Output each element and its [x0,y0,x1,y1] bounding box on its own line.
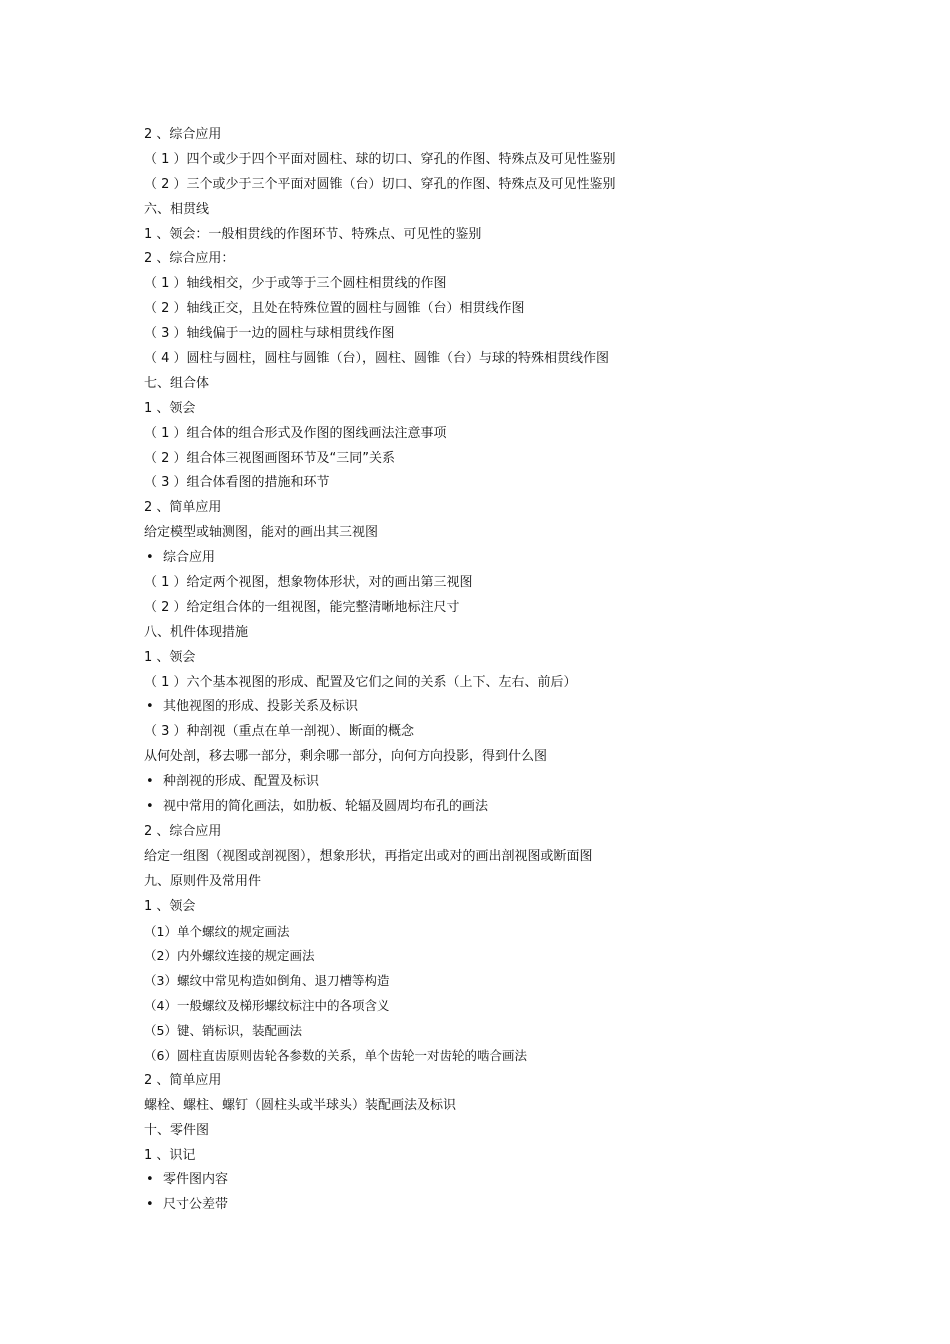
text-line: （ 1 ）六个基本视图的形成、配置及它们之间的关系（上下、左右、前后） [144,674,577,690]
text-line: （ 1 ）组合体的组合形式及作图的图线画法注意事项 [144,425,447,441]
text-line: （ 2 ）轴线正交，且处在特殊位置的圆柱与圆锥（台）相贯线作图 [144,301,525,317]
bullet-item: • 零件图内容 [144,1168,844,1193]
text-line: 给定模型或轴测图，能对的画出其三视图 [144,525,379,541]
bullet-item: • 其他视图的形成、投影关系及标识 [144,695,844,720]
text-line: 七、组合体 [144,375,210,391]
bullet-item: • 视中常用的简化画法，如肋板、轮辐及圆周均布孔的画法 [144,795,844,820]
text-line: 1 、识记 [144,1147,196,1163]
text-line: 十、零件图 [144,1122,210,1138]
text-line: （4）一般螺纹及梯形螺纹标注中的各项含义 [144,998,390,1014]
bullet-item: • 综合应用 [144,546,844,571]
text-line: 2 、简单应用 [144,500,222,516]
text-line: （6）圆柱直齿原则齿轮各参数的关系，单个齿轮一对齿轮的啮合画法 [144,1047,527,1063]
text-line: （ 2 ）三个或少于三个平面对圆锥（台）切口、穿孔的作图、特殊点及可见性鉴别 [144,176,616,192]
document-page [144,123,844,1218]
text-line: （ 3 ）组合体看图的措施和环节 [144,475,330,491]
text-line: 1 、领会 [144,649,196,665]
text-line: 1 、领会 [144,400,196,416]
text-line: 给定一组图（视图或剖视图），想象形状，再指定出或对的画出剖视图或断面图 [144,848,593,864]
text-line: 从何处剖，移去哪一部分，剩余哪一部分，向何方向投影，得到什么图 [144,749,548,765]
text-line: 2 、综合应用： [144,251,235,267]
text-line: （ 3 ）轴线偏于一边的圆柱与球相贯线作图 [144,326,395,342]
bullet-item: • 种剖视的形成、配置及标识 [144,770,844,795]
text-line: 2 、简单应用 [144,1072,222,1088]
text-line: （ 4 ）圆柱与圆柱，圆柱与圆锥（台），圆柱、圆锥（台）与球的特殊相贯线作图 [144,351,610,367]
text-line: 2 、综合应用 [144,823,222,839]
text-line: （ 2 ）组合体三视图画图环节及“三同”关系 [144,450,396,466]
text-line: 1 、领会 [144,898,196,914]
text-line: 六、相贯线 [144,201,210,217]
text-line: 1 、领会：一般相贯线的作图环节、特殊点、可见性的鉴别 [144,226,482,242]
text-line: 2 、综合应用 [144,127,222,142]
text-line: （ 1 ）轴线相交，少于或等于三个圆柱相贯线的作图 [144,276,447,292]
text-line: （ 3 ）种剖视（重点在单一剖视）、断面的概念 [144,724,415,740]
text-line: （1）单个螺纹的规定画法 [144,923,290,939]
text-line: 九、原则件及常用件 [144,873,262,889]
text-line: 螺栓、螺柱、螺钉（圆柱头或半球头）装配画法及标识 [144,1097,457,1113]
text-line: （ 1 ）四个或少于四个平面对圆柱、球的切口、穿孔的作图、特殊点及可见性鉴别 [144,151,616,167]
text-line: （ 1 ）给定两个视图，想象物体形状，对的画出第三视图 [144,575,473,591]
text-line: （3）螺纹中常见构造如倒角、退刀槽等构造 [144,973,390,989]
text-line: （5）键、销标识，装配画法 [144,1023,302,1039]
text-line: （ 2 ）给定组合体的一组视图，能完整清晰地标注尺寸 [144,599,460,615]
text-line: （2）内外螺纹连接的规定画法 [144,948,315,964]
text-line: 八、机件体现措施 [144,624,249,640]
bullet-item: • 尺寸公差带 [144,1193,844,1218]
